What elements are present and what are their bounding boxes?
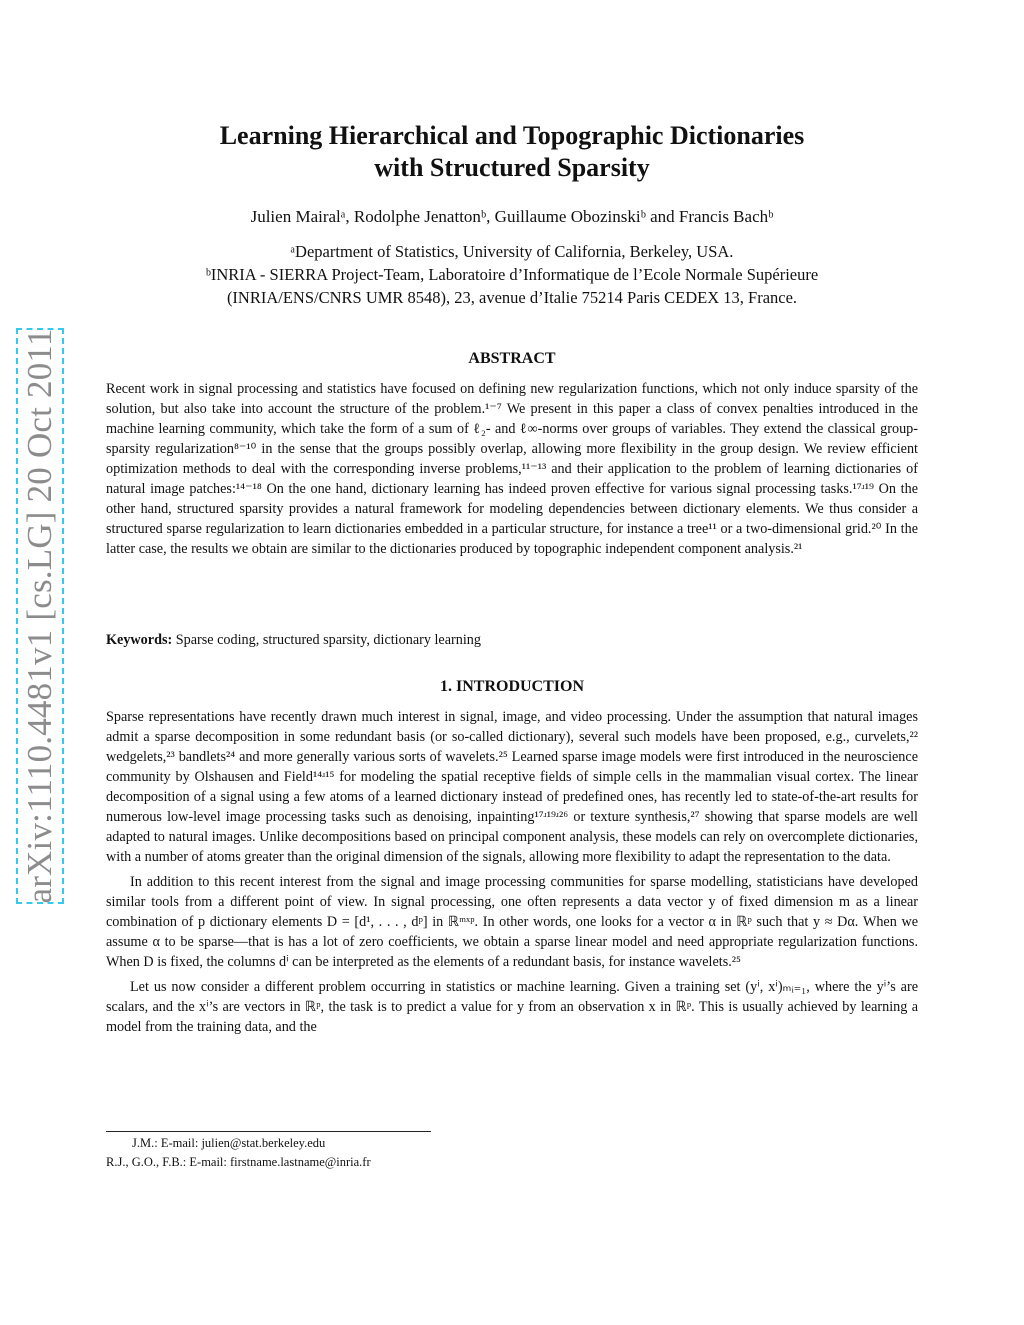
intro-paragraph-2: In addition to this recent interest from the signal and image processing communities for sparse modelling, statisticians have developed similar tools from a different point of view. In signal processing, one often represents a data vector y of fixed dimension m as a linear combination of p dictionary elements D = [d¹, . . . , dᵖ] in ℝᵐˣᵖ. In other words, one looks for a vector α in ℝᵖ such that y ≈ Dα. When we assume α to be sparse—that is has a lot of zero coefficients, we obtain a sparse linear model and need appropriate regularization functions. When D is fixed, the columns dⁱ can be interpreted as the elements of a redundant basis, for instance wavelets.²⁵: [106, 874, 918, 970]
footnotes: [106, 1134, 918, 1172]
affiliation-a: ᵃDepartment of Statistics, University of California, Berkeley, USA.: [290, 242, 734, 261]
keywords-line: [106, 630, 918, 650]
paper-title: [100, 120, 924, 184]
abstract-heading: ABSTRACT: [468, 350, 556, 367]
author-list: Julien Mairalᵃ, Rodolphe Jenattonᵇ, Guillaume Obozinskiᵇ and Francis Bachᵇ: [250, 207, 774, 226]
footnote-rule: [106, 1131, 431, 1132]
affiliations: [100, 240, 924, 309]
introduction-body: [106, 707, 918, 1042]
footnote-2: R.J., G.O., F.B.: E-mail: firstname.lastname@inria.fr: [106, 1155, 371, 1169]
intro-paragraph-1: Sparse representations have recently drawn much interest in signal, image, and video processing. Under the assumption that natural images admit a sparse decomposition in some redundant basis (or so-called dictionary), several such models have been proposed, e.g., curvelets,²² wedgelets,²³ bandlets²⁴ and more generally various sorts of wavelets.²⁵ Learned sparse image models were first introduced in the neuroscience community by Olshausen and Field¹⁴ʴ¹⁵ for modeling the spatial receptive fields of simple cells in the mammalian visual cortex. The linear decomposition of a signal using a few atoms of a learned dictionary instead of predefined ones, has recently led to state-of-the-art results for numerous low-level image processing tasks such as denoising, inpainting¹⁷ʴ¹⁹ʴ²⁶ or texture synthesis,²⁷ showing that sparse models are well adapted to natural images. Unlike decompositions based on principal component analysis, these models can rely on overcomplete dictionaries, with a number of atoms greater than the original dimension of the signals, allowing more flexibility to adapt the representation to the data.: [106, 709, 918, 865]
title-line-1: Learning Hierarchical and Topographic Dictionaries: [219, 121, 805, 150]
section-heading-introduction: 1. INTRODUCTION: [439, 678, 584, 695]
affiliation-b-line-2: (INRIA/ENS/CNRS UMR 8548), 23, avenue d’Italie 75214 Paris CEDEX 13, France.: [226, 288, 798, 307]
abstract-text: Recent work in signal processing and statistics have focused on defining new regularization functions, which not only induce sparsity of the solution, but also take into account the structure of the problem.¹⁻⁷ We present in this paper a class of convex penalties introduced in the machine learning community, which take the form of a sum of ℓ₂- and ℓ∞-norms over groups of variables. They extend the classical group-sparsity regularization⁸⁻¹⁰ in the sense that the groups possibly overlap, allowing more flexibility in the group design. We review efficient optimization methods to deal with the corresponding inverse problems,¹¹⁻¹³ and their application to the problem of learning dictionaries of natural image patches:¹⁴⁻¹⁸ On the one hand, dictionary learning has indeed proven effective for various signal processing tasks.¹⁷ʴ¹⁹ On the other hand, structured sparsity provides a natural framework for modeling dependencies between dictionary elements. We thus consider a structured sparse regularization to learn dictionaries embedded in a particular structure, for instance a tree¹¹ or a two-dimensional grid.²⁰ In the latter case, the results we obtain are similar to the dictionaries produced by topographic independent component analysis.²¹: [106, 381, 918, 557]
keywords-text: Sparse coding, structured sparsity, dictionary learning: [175, 632, 481, 648]
footnote-1: J.M.: E-mail: julien@stat.berkeley.edu: [132, 1136, 326, 1150]
arxiv-id: arXiv:1110.4481v1 [cs.LG] 20 Oct 2011: [20, 328, 59, 904]
intro-paragraph-3: Let us now consider a different problem occurring in statistics or machine learning. Given a training set (yⁱ, xⁱ)ₘᵢ₌₁, where the yⁱ’s are scalars, and the xⁱ’s are vectors in ℝᵖ, the task is to predict a value for y from an observation x in ℝᵖ. This is usually achieved by learning a model from the training data, and the: [106, 979, 918, 1035]
affiliation-b-line-1: ᵇINRIA - SIERRA Project-Team, Laboratoire d’Informatique de l’Ecole Normale Supérieure: [205, 265, 819, 284]
keywords-label: Keywords:: [106, 632, 173, 648]
title-line-2: with Structured Sparsity: [374, 153, 650, 182]
arxiv-stamp: [16, 328, 64, 904]
